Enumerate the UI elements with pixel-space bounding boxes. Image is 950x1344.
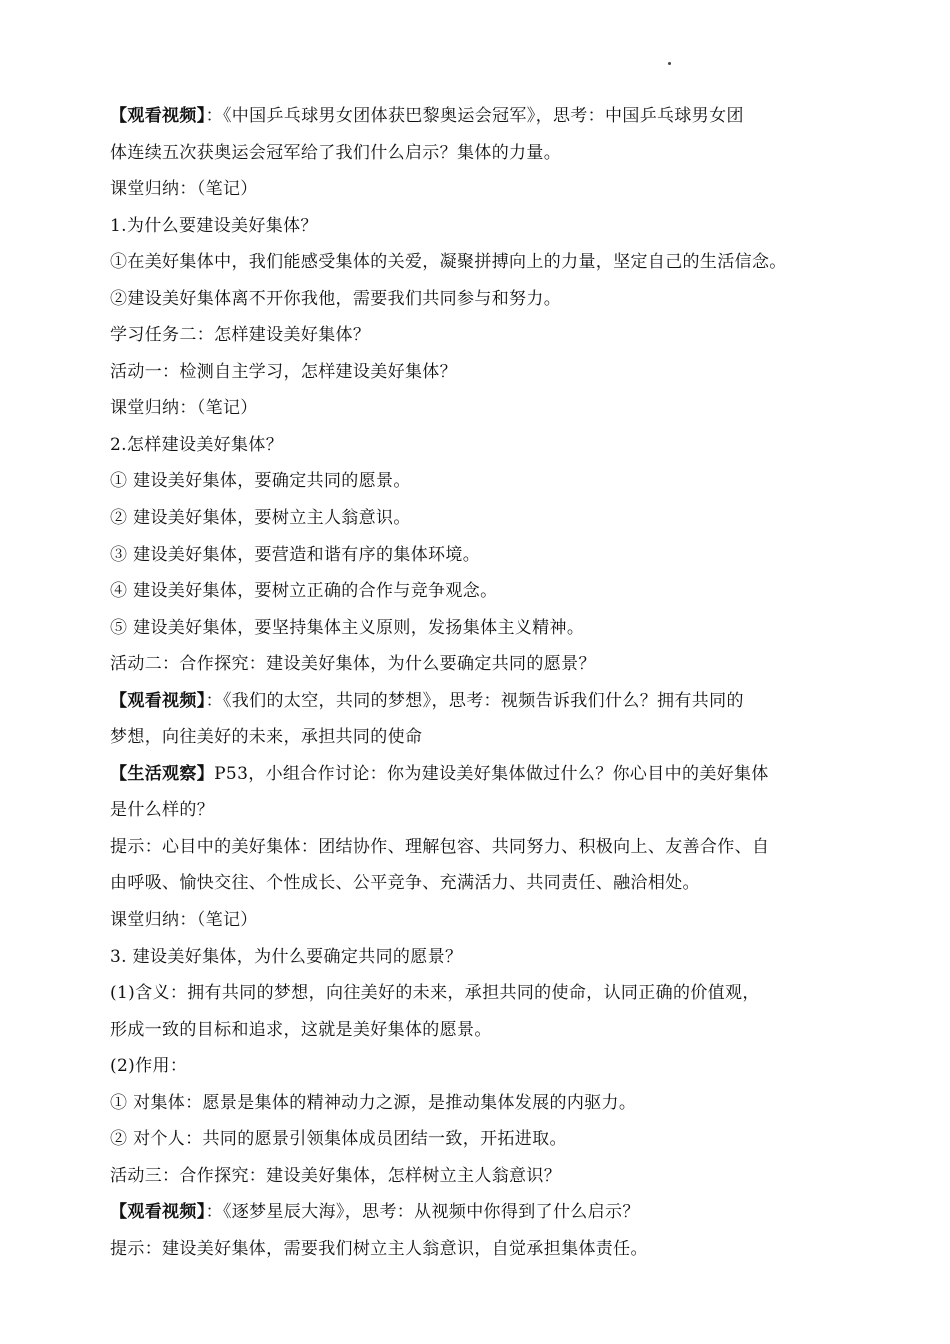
- line-text: ② 对个人：共同的愿景引领集体成员团结一致，开拓进取。: [110, 1129, 567, 1150]
- line-text: 课堂归纳：（笔记）: [110, 398, 258, 419]
- line-text: 活动一：检测自主学习，怎样建设美好集体？: [110, 361, 457, 382]
- line-text: ：《我们的太空，共同的梦想》，思考：视频告诉我们什么？拥有共同的: [205, 690, 744, 711]
- text-line: [110, 390, 850, 427]
- line-text: 课堂归纳：（笔记）: [110, 910, 258, 931]
- line-text: ：《逐梦星辰大海》，思考：从视频中你得到了什么启示？: [205, 1202, 640, 1223]
- line-text: 由呼吸、愉快交往、个性成长、公平竞争、充满活力、共同责任、融洽相处。: [110, 873, 700, 894]
- line-text: 提示：建设美好集体，需要我们树立主人翁意识，自觉承担集体责任。: [110, 1238, 648, 1259]
- line-text: 2.怎样建设美好集体？: [110, 434, 284, 455]
- page-dot-mark: [668, 62, 671, 65]
- line-text: 形成一致的目标和追求，这就是美好集体的愿景。: [110, 1019, 492, 1040]
- line-text: (1)含义：拥有共同的梦想，向往美好的未来，承担共同的使命，认同正确的价值观，: [110, 983, 760, 1004]
- text-line: [110, 281, 850, 318]
- text-line: [110, 719, 850, 756]
- text-line: [110, 537, 850, 574]
- text-line: [110, 1158, 850, 1195]
- text-line: [110, 610, 850, 647]
- text-line: [110, 829, 850, 866]
- line-text: ④ 建设美好集体，要树立正确的合作与竞争观念。: [110, 581, 498, 602]
- text-line: [110, 573, 850, 610]
- line-text: 活动二：合作探究：建设美好集体，为什么要确定共同的愿景？: [110, 654, 596, 675]
- text-line: [110, 1194, 850, 1231]
- text-line: [110, 171, 850, 208]
- text-line: [110, 1012, 850, 1049]
- text-line: [110, 1048, 850, 1085]
- line-text: ③ 建设美好集体，要营造和谐有序的集体环境。: [110, 544, 481, 565]
- line-text: 是什么样的？: [110, 800, 215, 821]
- line-text: 学习任务二：怎样建设美好集体？: [110, 325, 371, 346]
- section-tag: 【观看视频】: [110, 1202, 206, 1223]
- text-line: [110, 1085, 850, 1122]
- text-line: [110, 865, 850, 902]
- line-text: ① 建设美好集体，要确定共同的愿景。: [110, 471, 411, 492]
- text-line: [110, 463, 850, 500]
- line-text: P53，小组合作讨论：你为建设美好集体做过什么？你心目中的美好集体: [214, 763, 769, 784]
- text-line: [110, 1121, 850, 1158]
- line-text: ⑤ 建设美好集体，要坚持集体主义原则，发扬集体主义精神。: [110, 617, 585, 638]
- text-line: [110, 135, 850, 172]
- text-line: [110, 317, 850, 354]
- text-line: [110, 500, 850, 537]
- line-text: 体连续五次获奥运会冠军给了我们什么启示？集体的力量。: [110, 142, 562, 163]
- text-line: [110, 756, 850, 793]
- section-tag: 【观看视频】: [110, 690, 206, 711]
- text-line: [110, 939, 850, 976]
- text-line: [110, 646, 850, 683]
- text-line: [110, 902, 850, 939]
- line-text: ：《中国乒乓球男女团体获巴黎奥运会冠军》，思考：中国乒乓球男女团: [205, 106, 744, 126]
- line-text: 1.为什么要建设美好集体？: [110, 215, 318, 236]
- text-line: [110, 427, 850, 464]
- line-text: ①在美好集体中，我们能感受集体的关爱，凝聚拼搏向上的力量，坚定自己的生活信念。: [110, 252, 787, 273]
- text-line: [110, 683, 850, 720]
- line-text: ② 建设美好集体，要树立主人翁意识。: [110, 508, 411, 529]
- line-text: 提示：心目中的美好集体：团结协作、理解包容、共同努力、积极向上、友善合作、自: [110, 836, 770, 857]
- text-line: [110, 975, 850, 1012]
- line-text: 课堂归纳：（笔记）: [110, 179, 258, 200]
- text-line: [110, 354, 850, 391]
- line-text: ②建设美好集体离不开你我他，需要我们共同参与和努力。: [110, 288, 562, 309]
- line-text: 3. 建设美好集体，为什么要确定共同的愿景？: [110, 946, 463, 967]
- text-line: [110, 98, 850, 135]
- line-text: 梦想，向往美好的未来，承担共同的使命: [110, 727, 423, 748]
- document-body: [110, 98, 850, 1268]
- line-text: ① 对集体：愿景是集体的精神动力之源，是推动集体发展的内驱力。: [110, 1092, 637, 1113]
- text-line: [110, 244, 850, 281]
- line-text: 活动三：合作探究：建设美好集体，怎样树立主人翁意识？: [110, 1165, 562, 1186]
- line-text: (2)作用：: [110, 1056, 188, 1077]
- section-tag: 【观看视频】: [110, 106, 206, 126]
- section-tag: 【生活观察】: [110, 763, 215, 784]
- text-line: [110, 208, 850, 245]
- text-line: [110, 1231, 850, 1268]
- text-line: [110, 792, 850, 829]
